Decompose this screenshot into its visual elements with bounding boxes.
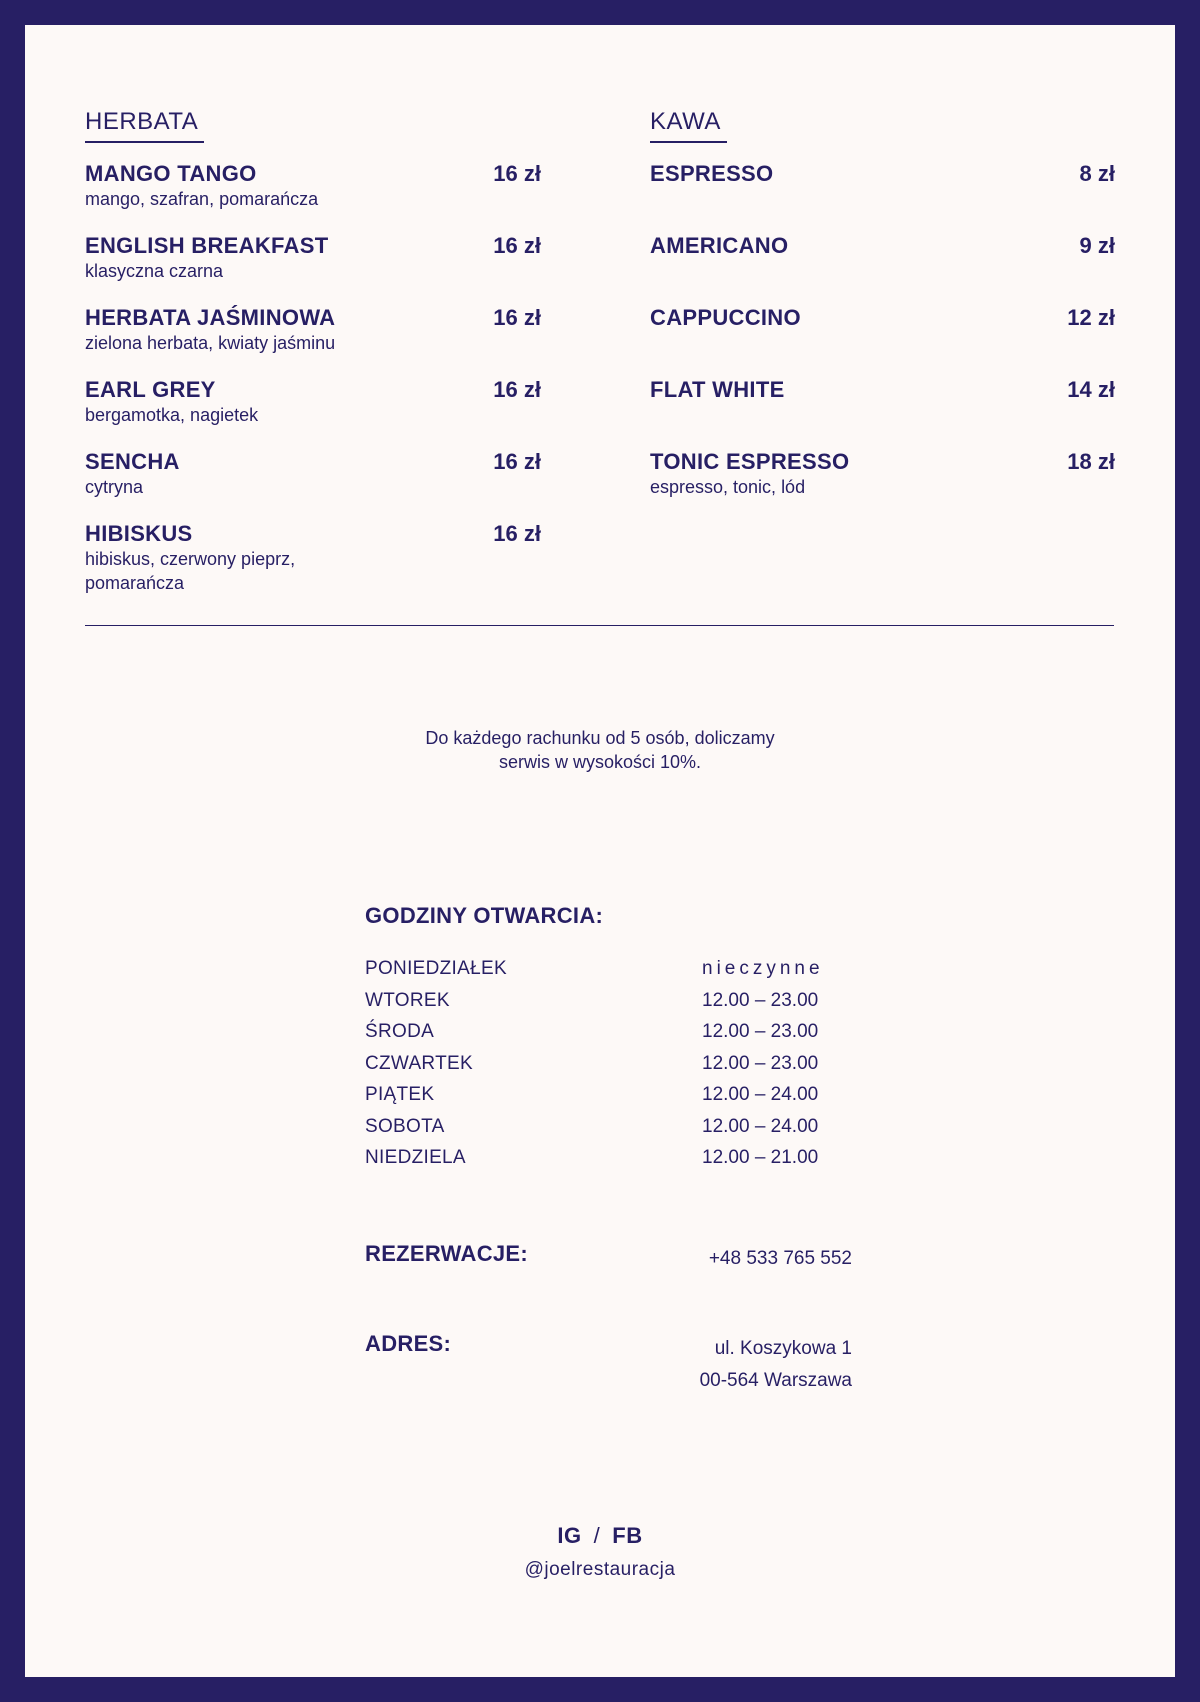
menu-item bbox=[650, 305, 1115, 377]
coffee-section-title: KAWA bbox=[650, 108, 727, 143]
social-separator: / bbox=[593, 1523, 601, 1548]
item-price: 16 zł bbox=[493, 161, 541, 186]
item-description: klasyczna czarna bbox=[85, 261, 224, 281]
day-label: WTOREK bbox=[365, 989, 450, 1011]
day-label: NIEDZIELA bbox=[365, 1147, 466, 1168]
menu-item bbox=[85, 305, 541, 377]
address-value bbox=[700, 1333, 852, 1397]
opening-hours-table bbox=[365, 953, 852, 1174]
menu-page bbox=[25, 25, 1175, 1677]
hours-row bbox=[365, 1111, 852, 1143]
instagram-link[interactable]: IG bbox=[557, 1523, 582, 1548]
menu-item bbox=[650, 233, 1115, 305]
item-price: 12 zł bbox=[1067, 305, 1115, 330]
social-link-row bbox=[25, 1523, 1175, 1549]
menu-item bbox=[650, 449, 1115, 521]
menu-item bbox=[650, 377, 1115, 449]
note-line: Do każdego rachunku od 5 osób, doliczamy bbox=[425, 728, 775, 748]
service-charge-note bbox=[25, 726, 1175, 774]
coffee-section bbox=[650, 108, 1115, 521]
menu-item bbox=[85, 377, 541, 449]
tea-section-title: HERBATA bbox=[85, 108, 204, 143]
item-name: ESPRESSO bbox=[650, 161, 774, 186]
item-description: bergamotka, nagietek bbox=[85, 405, 259, 425]
reservations-block bbox=[365, 1241, 852, 1271]
item-name: MANGO TANGO bbox=[85, 161, 257, 186]
address-label: ADRES: bbox=[365, 1331, 452, 1356]
item-description: espresso, tonic, lód bbox=[650, 477, 806, 497]
item-name: ENGLISH BREAKFAST bbox=[85, 233, 329, 258]
address-city: 00-564 Warszawa bbox=[699, 1370, 852, 1391]
menu-item bbox=[85, 233, 541, 305]
reservations-label: REZERWACJE: bbox=[365, 1241, 529, 1266]
item-price: 16 zł bbox=[493, 377, 541, 402]
menu-item bbox=[650, 161, 1115, 233]
hours-value: 12.00 – 23.00 bbox=[702, 1052, 819, 1074]
item-price: 14 zł bbox=[1067, 377, 1115, 402]
item-description: mango, szafran, pomarańcza bbox=[85, 189, 319, 209]
day-label: PIĄTEK bbox=[365, 1084, 435, 1105]
item-description: hibiskus, czerwony pieprz, pomarańcza bbox=[85, 549, 296, 593]
hours-value: 12.00 – 21.00 bbox=[702, 1147, 819, 1168]
menu-item bbox=[85, 449, 541, 521]
hours-value: 12.00 – 23.00 bbox=[702, 989, 819, 1011]
hours-row bbox=[365, 1016, 852, 1048]
reservations-phone[interactable]: +48 533 765 552 bbox=[708, 1248, 852, 1269]
item-price: 8 zł bbox=[1079, 161, 1115, 186]
facebook-link[interactable]: FB bbox=[612, 1523, 643, 1548]
item-description: cytryna bbox=[85, 477, 144, 497]
hours-row bbox=[365, 985, 852, 1017]
section-divider bbox=[85, 625, 1114, 626]
day-label: SOBOTA bbox=[365, 1115, 445, 1137]
day-label: CZWARTEK bbox=[365, 1052, 473, 1074]
item-name: HERBATA JAŚMINOWA bbox=[85, 305, 336, 330]
item-name: HIBISKUS bbox=[85, 521, 193, 546]
item-price: 16 zł bbox=[493, 233, 541, 258]
item-name: EARL GREY bbox=[85, 377, 216, 402]
item-name: CAPPUCCINO bbox=[650, 305, 801, 330]
item-name: TONIC ESPRESSO bbox=[650, 449, 850, 474]
menu-item bbox=[85, 161, 541, 233]
menu-item bbox=[85, 521, 541, 617]
item-price: 16 zł bbox=[493, 305, 541, 330]
address-street: ul. Koszykowa 1 bbox=[714, 1338, 852, 1359]
hours-row bbox=[365, 1048, 852, 1080]
hours-row bbox=[365, 1142, 852, 1174]
item-price: 9 zł bbox=[1079, 233, 1115, 258]
social-links bbox=[25, 1523, 1175, 1581]
item-price: 16 zł bbox=[493, 449, 541, 474]
opening-hours-title: GODZINY OTWARCIA: bbox=[365, 903, 604, 928]
address-block bbox=[365, 1331, 852, 1401]
item-description: zielona herbata, kwiaty jaśminu bbox=[85, 333, 336, 353]
item-name: FLAT WHITE bbox=[650, 377, 785, 402]
hours-value: 12.00 – 24.00 bbox=[702, 1084, 819, 1105]
item-name: AMERICANO bbox=[650, 233, 789, 258]
hours-value: nieczynne bbox=[702, 958, 824, 979]
item-price: 18 zł bbox=[1067, 449, 1115, 474]
day-label: PONIEDZIAŁEK bbox=[365, 958, 507, 979]
hours-row bbox=[365, 953, 852, 985]
hours-row bbox=[365, 1079, 852, 1111]
tea-section bbox=[85, 108, 541, 617]
item-price: 16 zł bbox=[493, 521, 541, 546]
item-name: SENCHA bbox=[85, 449, 180, 474]
day-label: ŚRODA bbox=[365, 1021, 435, 1042]
hours-value: 12.00 – 24.00 bbox=[702, 1115, 819, 1137]
social-handle: @joelrestauracja bbox=[524, 1559, 676, 1580]
hours-value: 12.00 – 23.00 bbox=[702, 1021, 819, 1042]
note-line: serwis w wysokości 10%. bbox=[498, 752, 702, 772]
